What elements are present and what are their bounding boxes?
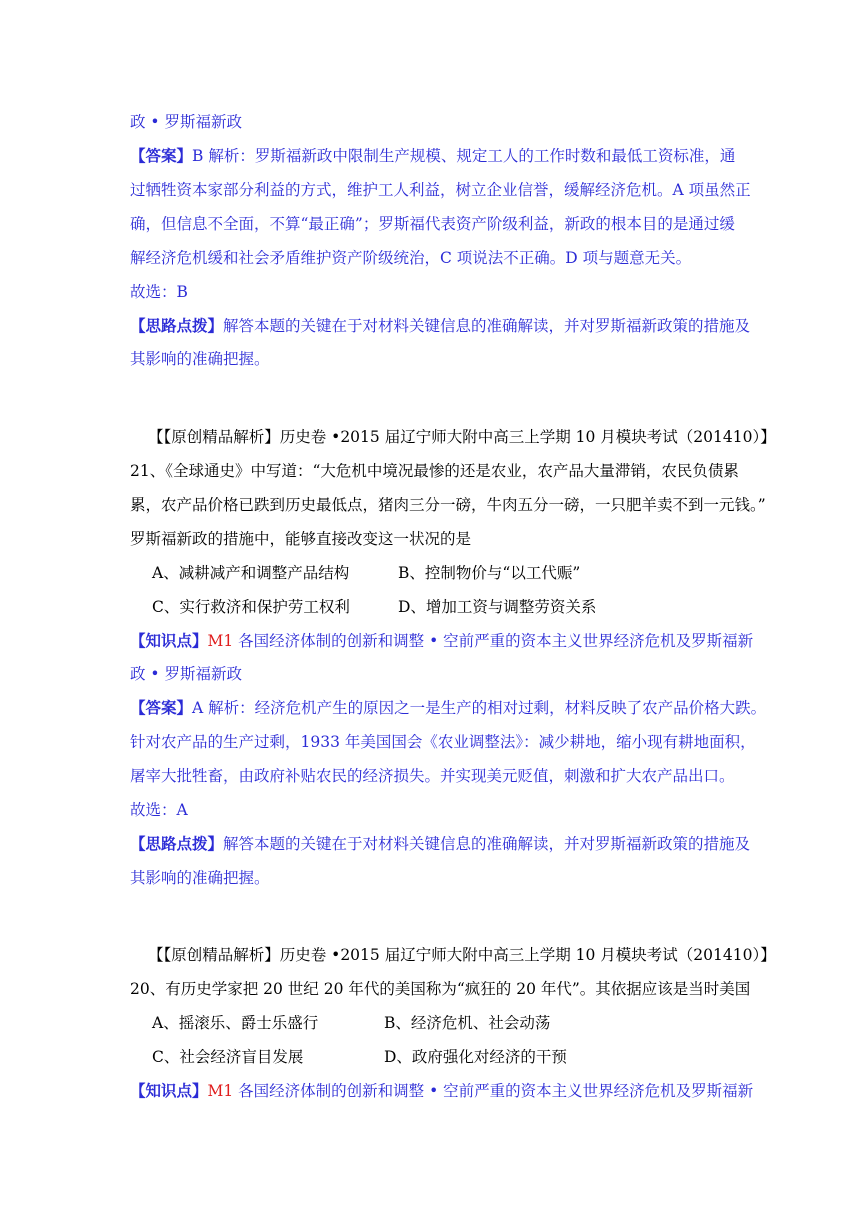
option-c: C、实行救济和保护劳工权利 [152, 598, 350, 616]
answer-text: A 解析：经济危机产生的原因之一是生产的相对过剩，材料反映了农产品价格大跌。 [192, 699, 767, 717]
choice-line: 故选：B [130, 283, 188, 301]
answer-text: B 解析：罗斯福新政中限制生产规模、规定工人的工作时数和最低工资标准，通 [192, 147, 736, 165]
question-source-header: 【【原创精品解析】历史卷 •2015 届辽宁师大附中高三上学期 10 月模块考试（201410）】 [148, 946, 776, 964]
answer-line-2: 过牺牲资本家部分利益的方式，维护工人利益，树立企业信誉，缓解经济危机。A 项虽然正 [130, 181, 751, 199]
tip-text: 解答本题的关键在于对材料关键信息的准确解读，并对罗斯福新政策的措施及 [223, 835, 751, 853]
knowledge-point-line-2: 政 • 罗斯福新政 [130, 665, 242, 683]
tip-tag: 【思路点拨】 [130, 316, 224, 335]
answer-line-1 [130, 698, 767, 718]
answer-line-3: 确，但信息不全面，不算“最正确”；罗斯福代表资产阶级利益，新政的根本目的是通过缓 [130, 215, 735, 233]
option-a: A、摇滚乐、爵士乐盛行 [152, 1014, 319, 1032]
answer-tag: 【答案】 [130, 698, 193, 717]
knowledge-point-tag: 【知识点】 [130, 1081, 208, 1100]
tip-line-2: 其影响的准确把握。 [130, 350, 270, 368]
question-line-3: 罗斯福新政的措施中，能够直接改变这一状况的是 [130, 530, 472, 548]
knowledge-point-code: M1 [207, 1082, 234, 1100]
knowledge-point-code: M1 [207, 632, 234, 650]
option-d: D、增加工资与调整劳资关系 [398, 598, 597, 616]
question-line-1: 20、有历史学家把 20 世纪 20 年代的美国称为“疯狂的 20 年代”。其依据应该是当时美国 [130, 980, 751, 998]
answer-line-1 [130, 146, 740, 166]
tip-line-2: 其影响的准确把握。 [130, 869, 270, 887]
knowledge-point-text: 各国经济体制的创新和调整 • 空前严重的资本主义世界经济危机及罗斯福新 [233, 1082, 754, 1100]
tip-text: 解答本题的关键在于对材料关键信息的准确解读，并对罗斯福新政策的措施及 [223, 317, 751, 335]
option-b: B、经济危机、社会动荡 [384, 1014, 551, 1032]
tip-line-1 [130, 834, 751, 854]
choice-line: 故选：A [130, 801, 188, 819]
question-line-1: 21、《全球通史》中写道：“大危机中境况最惨的还是农业，农产品大量滞销，农民负债累 [130, 462, 739, 480]
option-b: B、控制物价与“以工代赈” [398, 564, 581, 582]
option-c: C、社会经济盲目发展 [152, 1048, 304, 1066]
answer-line-3: 屠宰大批牲畜，由政府补贴农民的经济损失。并实现美元贬值，刺激和扩大农产品出口。 [130, 767, 735, 785]
knowledge-point-tag: 【知识点】 [130, 631, 208, 650]
answer-line-4: 解经济危机缓和社会矛盾维护资产阶级统治，C 项说法不正确。D 项与题意无关。 [130, 249, 692, 267]
answer-tag: 【答案】 [130, 146, 193, 165]
knowledge-point-continuation: 政 • 罗斯福新政 [130, 113, 242, 131]
knowledge-point-line-1 [130, 631, 754, 651]
question-line-2: 累，农产品价格已跌到历史最低点，猪肉三分一磅，牛肉五分一磅，一只肥羊卖不到一元钱。” [130, 496, 766, 514]
answer-line-2: 针对农产品的生产过剩，1933 年美国国会《农业调整法》：减少耕地，缩小现有耕地面积， [130, 733, 756, 751]
tip-tag: 【思路点拨】 [130, 834, 224, 853]
knowledge-point-line-1 [130, 1081, 754, 1101]
tip-line-1 [130, 316, 751, 336]
option-d: D、政府强化对经济的干预 [384, 1048, 567, 1066]
knowledge-point-text: 各国经济体制的创新和调整 • 空前严重的资本主义世界经济危机及罗斯福新 [233, 632, 754, 650]
question-source-header: 【【原创精品解析】历史卷 •2015 届辽宁师大附中高三上学期 10 月模块考试（201410）】 [148, 428, 776, 446]
option-a: A、减耕减产和调整产品结构 [152, 564, 350, 582]
